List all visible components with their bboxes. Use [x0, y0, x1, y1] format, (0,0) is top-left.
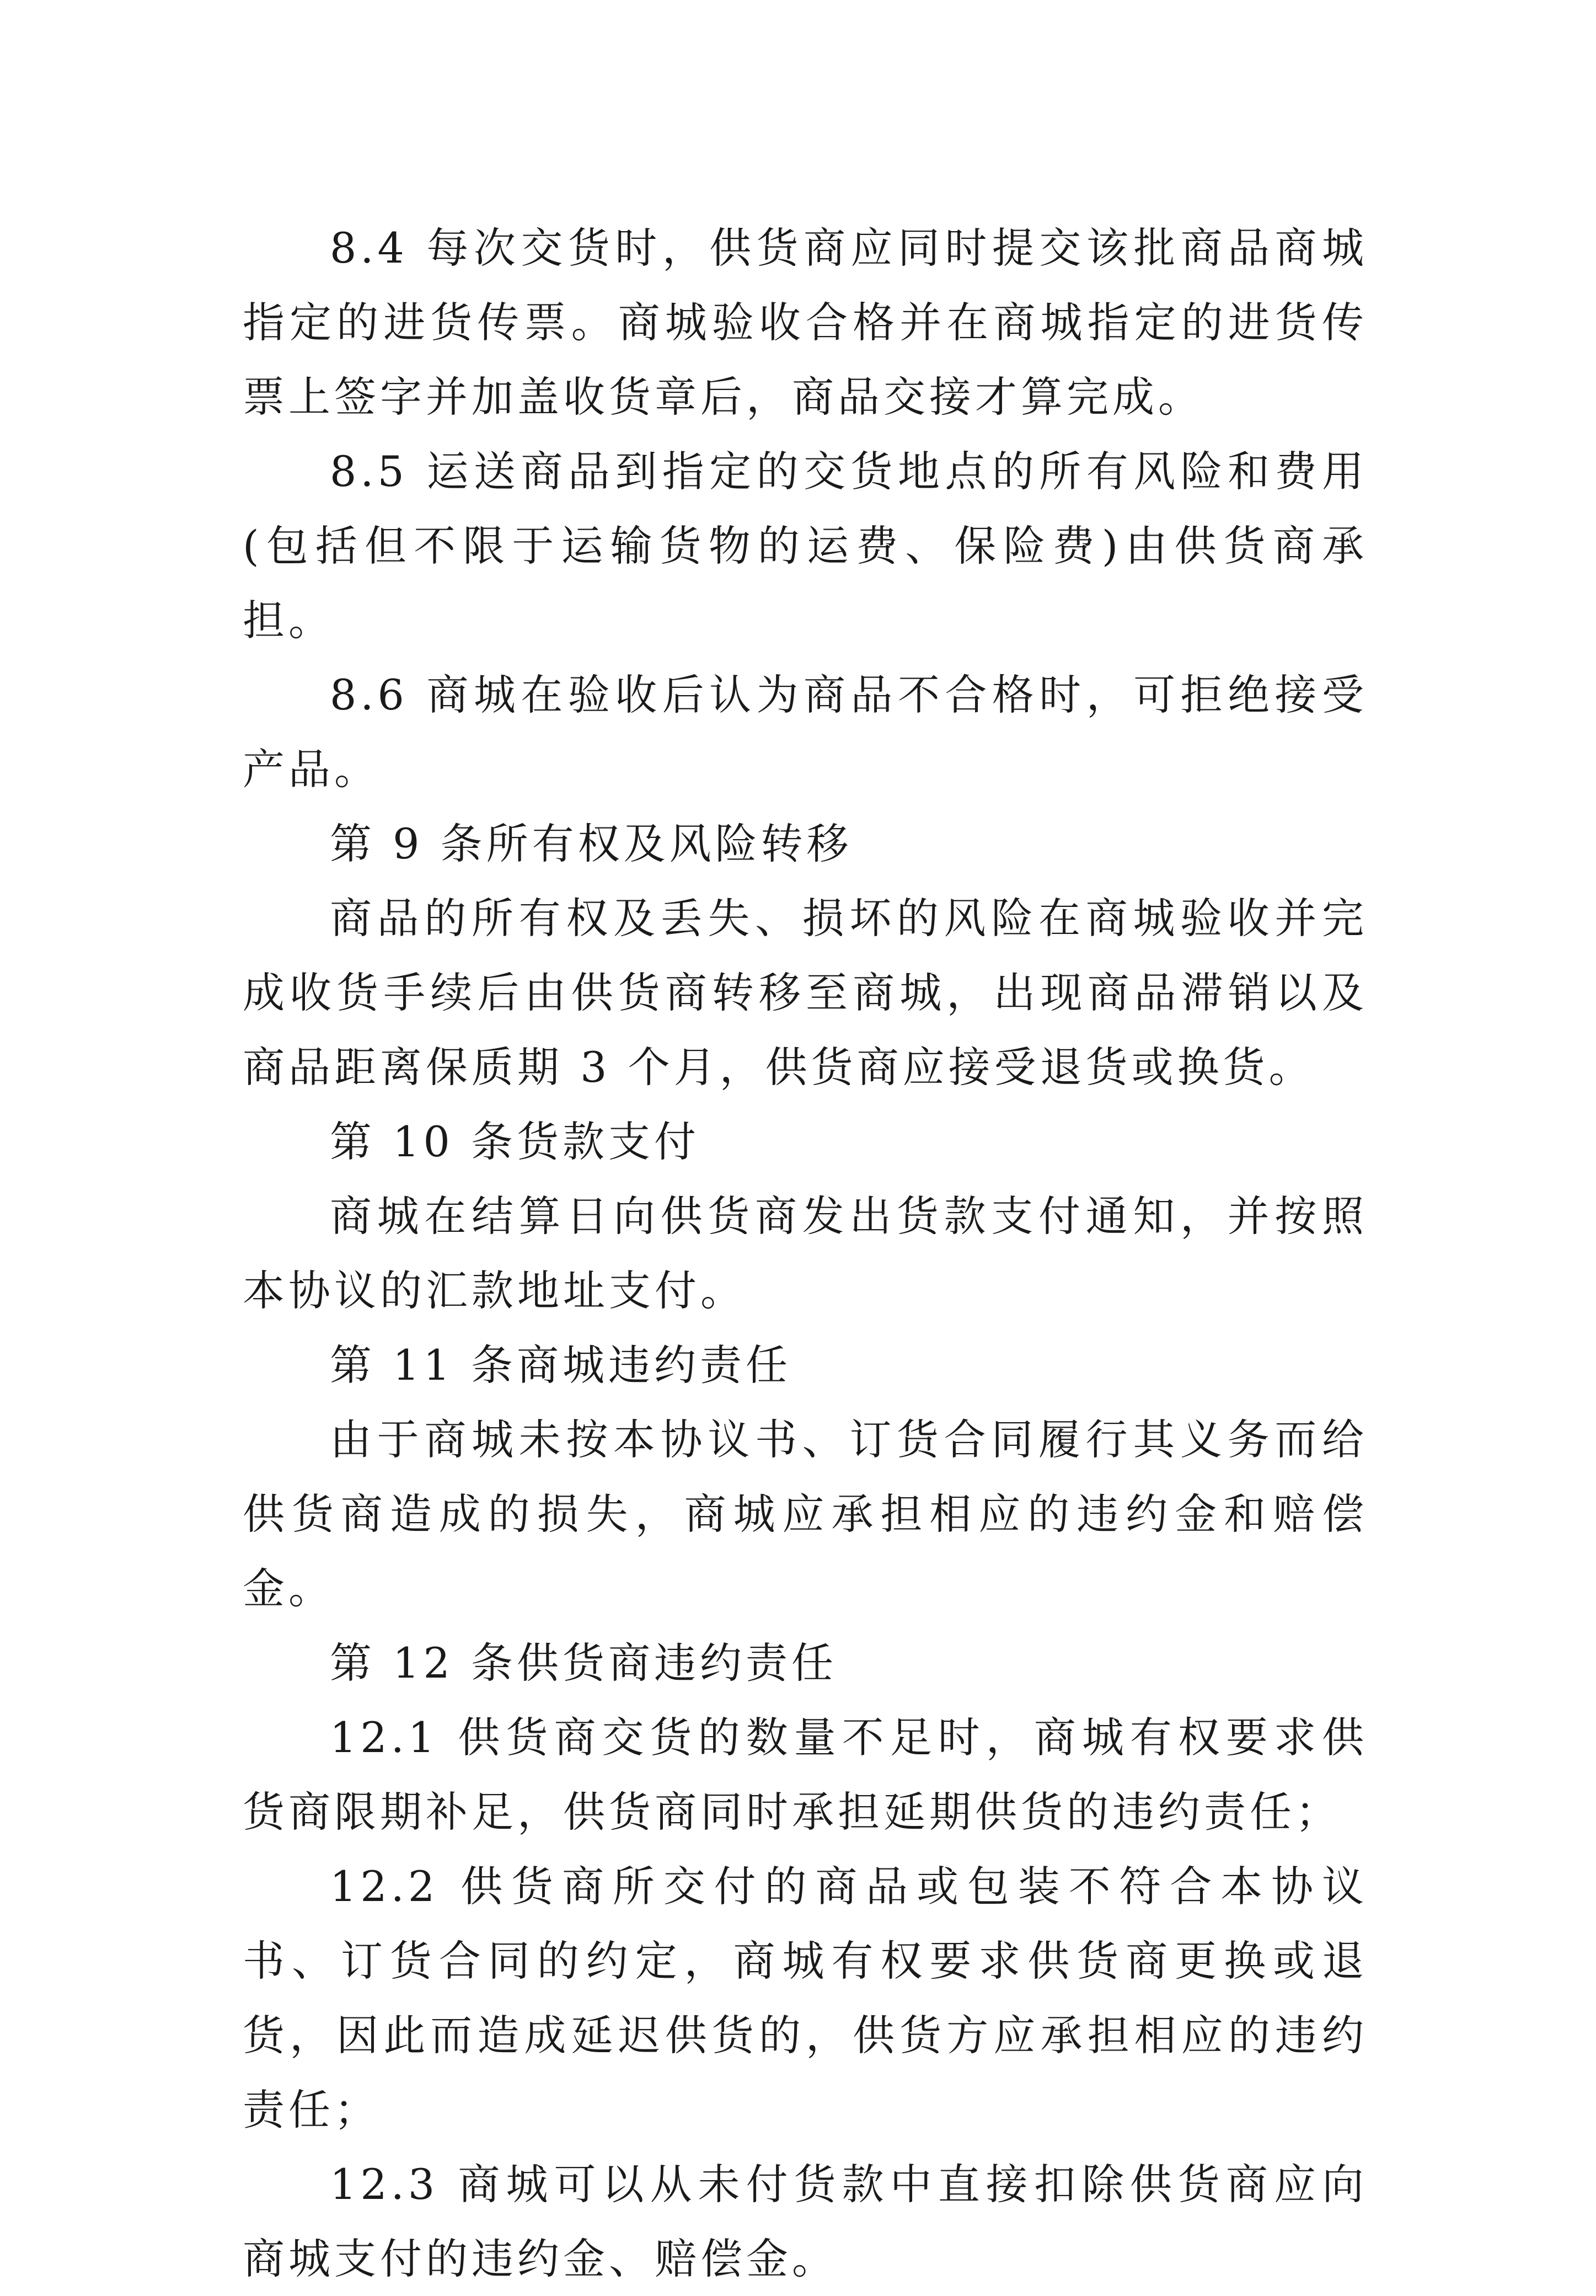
article-10-paragraph: 商城在结算日向供货商发出货款支付通知，并按照本协议的汇款地址支付。	[243, 1192, 1368, 1315]
article-9-paragraph: 商品的所有权及丢失、损坏的风险在商城验收并完成收货手续后由供货商转移至商城，出现商品滞销以及商品距离保质期 3 个月，供货商应接受退货或换货。	[243, 894, 1368, 1092]
clause-8-5-paragraph: 8.5 运送商品到指定的交货地点的所有风险和费用(包括但不限于运输货物的运费、保险费)由供货商承担。	[243, 447, 1368, 645]
article-11-paragraph: 由于商城未按本协议书、订货合同履行其义务而给供货商造成的损失，商城应承担相应的违约金和赔偿金。	[243, 1415, 1368, 1613]
clause-12-3-paragraph: 12.3 商城可以从未付货款中直接扣除供货商应向商城支付的违约金、赔偿金。	[243, 2160, 1368, 2283]
article-9-heading: 第 9 条所有权及风险转移	[330, 819, 853, 868]
clause-8-6-paragraph: 8.6 商城在验收后认为商品不合格时，可拒绝接受产品。	[243, 670, 1368, 794]
document-body	[243, 211, 1368, 2296]
clause-12-2-paragraph: 12.2 供货商所交付的商品或包装不符合本协议书、订货合同的约定，商城有权要求供货商更换或退货，因此而造成延迟供货的，供货方应承担相应的违约责任；	[243, 1862, 1368, 2134]
article-10-heading: 第 10 条货款支付	[330, 1117, 700, 1166]
article-12-heading: 第 12 条供货商违约责任	[330, 1638, 838, 1688]
clause-8-4-paragraph: 8.4 每次交货时，供货商应同时提交该批商品商城指定的进货传票。商城验收合格并在商城指定的进货传票上签字并加盖收货章后，商品交接才算完成。	[243, 223, 1368, 421]
clause-12-1-paragraph: 12.1 供货商交货的数量不足时，商城有权要求供货商限期补足，供货商同时承担延期供货的违约责任；	[243, 1713, 1368, 1836]
article-11-heading: 第 11 条商城违约责任	[330, 1341, 792, 1390]
